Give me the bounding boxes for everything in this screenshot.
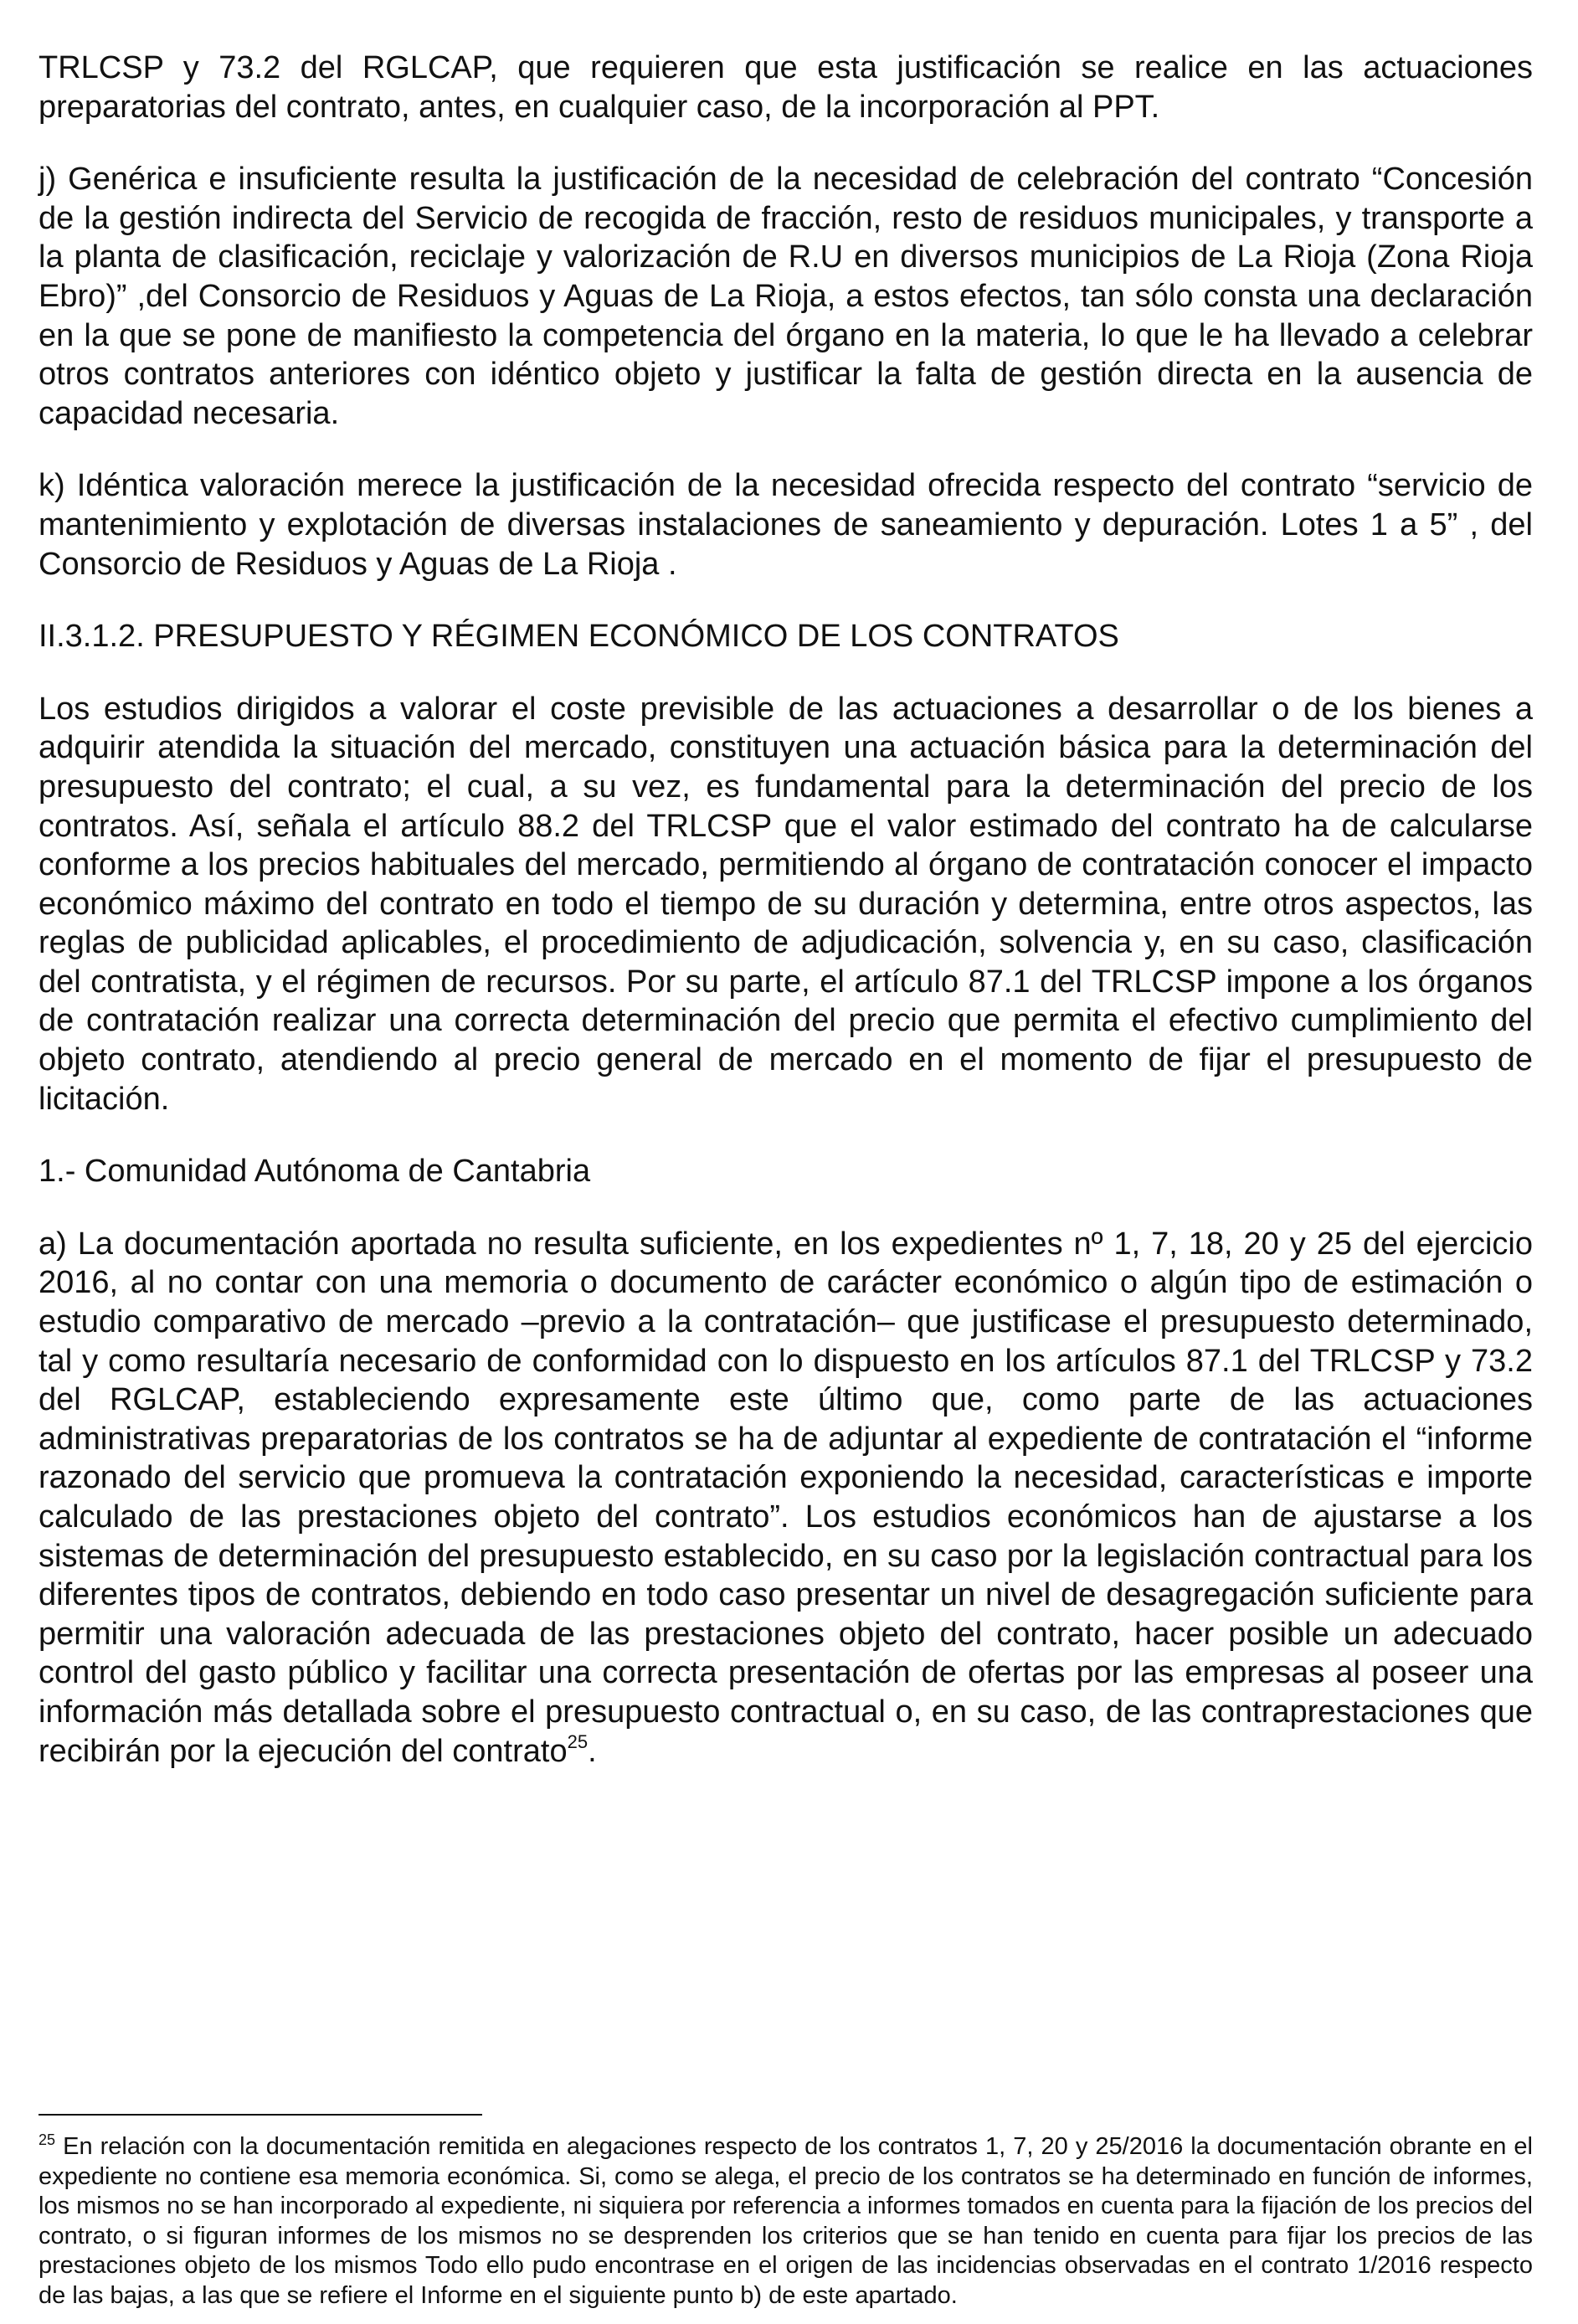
footnote bbox=[39, 2132, 1533, 2311]
document-body bbox=[39, 49, 1533, 1804]
section-intro-paragraph: Los estudios dirigidos a valorar el coste previsible de las actuaciones a desarrollar o de los bienes a adquirir atendida la situación del mercado, constituyen una actuación básica para la determinación del presupuesto del contrato; el cual, a su vez, es fundamental para la determinación del precio de los contratos. Así, señala el artículo 88.2 del TRLCSP que el valor estimado del contrato ha de calcularse conforme a los precios habituales del mercado, permitiendo al órgano de contratación conocer el impacto económico máximo del contrato en todo el tiempo de su duración y determina, entre otros aspectos, las reglas de publicidad aplicables, el procedimiento de adjudicación, solvencia y, en su caso, clasificación del contratista, y el régimen de recursos. Por su parte, el artículo 87.1 del TRLCSP impone a los órganos de contratación realizar una correcta determinación del precio que permita el efectivo cumplimiento del objeto contrato, atendiendo al precio general de mercado en el momento de fijar el presupuesto de licitación. bbox=[39, 691, 1533, 1117]
section-heading: II.3.1.2. PRESUPUESTO Y RÉGIMEN ECONÓMICO DE LOS CONTRATOS bbox=[39, 619, 1119, 655]
subsection-paragraph-a bbox=[39, 1225, 1533, 1771]
subsection-body-end: . bbox=[588, 1733, 597, 1769]
subsection-body-text: a) La documentación aportada no resulta suficiente, en los expedientes nº 1, 7, 18, 20 y 25 del ejercicio 2016, al no contar con una memoria o documento de carácter económico o algún tipo de estimación o estudio comparativo de mercado –previo a la contratación– que justificase el presupuesto determinado, tal y como resultaría necesario de conformidad con lo dispuesto en los artículos 87.1 del TRLCSP y 73.2 del RGLCAP, estableciendo expresamente este último que, como parte de las actuaciones administrativas preparatorias de los contratos se ha de adjuntar al expediente de contratación el “informe razonado del servicio que promueva la contratación exponiendo la necesidad, características e importe calculado de las prestaciones objeto del contrato”. Los estudios económicos han de ajustarse a los sistemas de determinación del presupuesto establecido, en su caso por la legislación contractual para los diferentes tipos de contratos, debiendo en todo caso presentar un nivel de desagregación suficiente para permitir una valoración adecuada de las prestaciones objeto del contrato, hacer posible un adecuado control del gasto público y facilitar una correcta presentación de ofertas por las empresas al poseer una información más detallada sobre el presupuesto contractual o, en su caso, de las contraprestaciones que recibirán por la ejecución del contrato bbox=[39, 1226, 1533, 1769]
paragraph-continuation: TRLCSP y 73.2 del RGLCAP, que requieren que esta justificación se realice en las actuaciones preparatorias del contrato, antes, en cualquier caso, de la incorporación al PPT. bbox=[39, 50, 1533, 125]
paragraph-item-j: j) Genérica e insuficiente resulta la justificación de la necesidad de celebración del contrato “Concesión de la gestión indirecta del Servicio de recogida de fracción, resto de residuos municipales, y transporte a la planta de clasificación, reciclaje y valorización de R.U en diversos municipios de La Rioja (Zona Rioja Ebro)” ,del Consorcio de Residuos y Aguas de La Rioja, a estos efectos, tan sólo consta una declaración en la que se pone de manifiesto la competencia del órgano en la materia, lo que le ha llevado a celebrar otros contratos anteriores con idéntico objeto y justificar la falta de gestión directa en la ausencia de capacidad necesaria. bbox=[39, 162, 1533, 431]
subsection-label: 1.- Comunidad Autónoma de Cantabria bbox=[39, 1154, 591, 1190]
footnote-text: En relación con la documentación remitida en alegaciones respecto de los contratos 1, 7, 20 y 25/2016 la documentación obrante en el expediente no contiene esa memoria económica. Si, como se alega, el precio de los contratos se ha determinado en función de informes, los mismos no se han incorporado al expediente, ni siquiera por referencia a informes tomados en cuenta para la fijación de los precios del contrato, o si figuran informes de los mismos no se desprenden los criterios que se han tenido en cuenta para fijar los precios de las prestaciones objeto de los mismos Todo ello pudo encontrase en el origen de las incidencias observadas en el contrato 1/2016 respecto de las bajas, a las que se refiere el Informe en el siguiente punto b) de este apartado. bbox=[39, 2133, 1533, 2309]
footnote-reference: 25 bbox=[567, 1730, 589, 1752]
footnote-marker: 25 bbox=[39, 2131, 56, 2149]
footnote-separator bbox=[39, 2114, 482, 2116]
paragraph-item-k: k) Idéntica valoración merece la justificación de la necesidad ofrecida respecto del contrato “servicio de mantenimiento y explotación de diversas instalaciones de saneamiento y depuración. Lotes 1 a 5” , del Consorcio de Residuos y Aguas de La Rioja . bbox=[39, 468, 1533, 582]
